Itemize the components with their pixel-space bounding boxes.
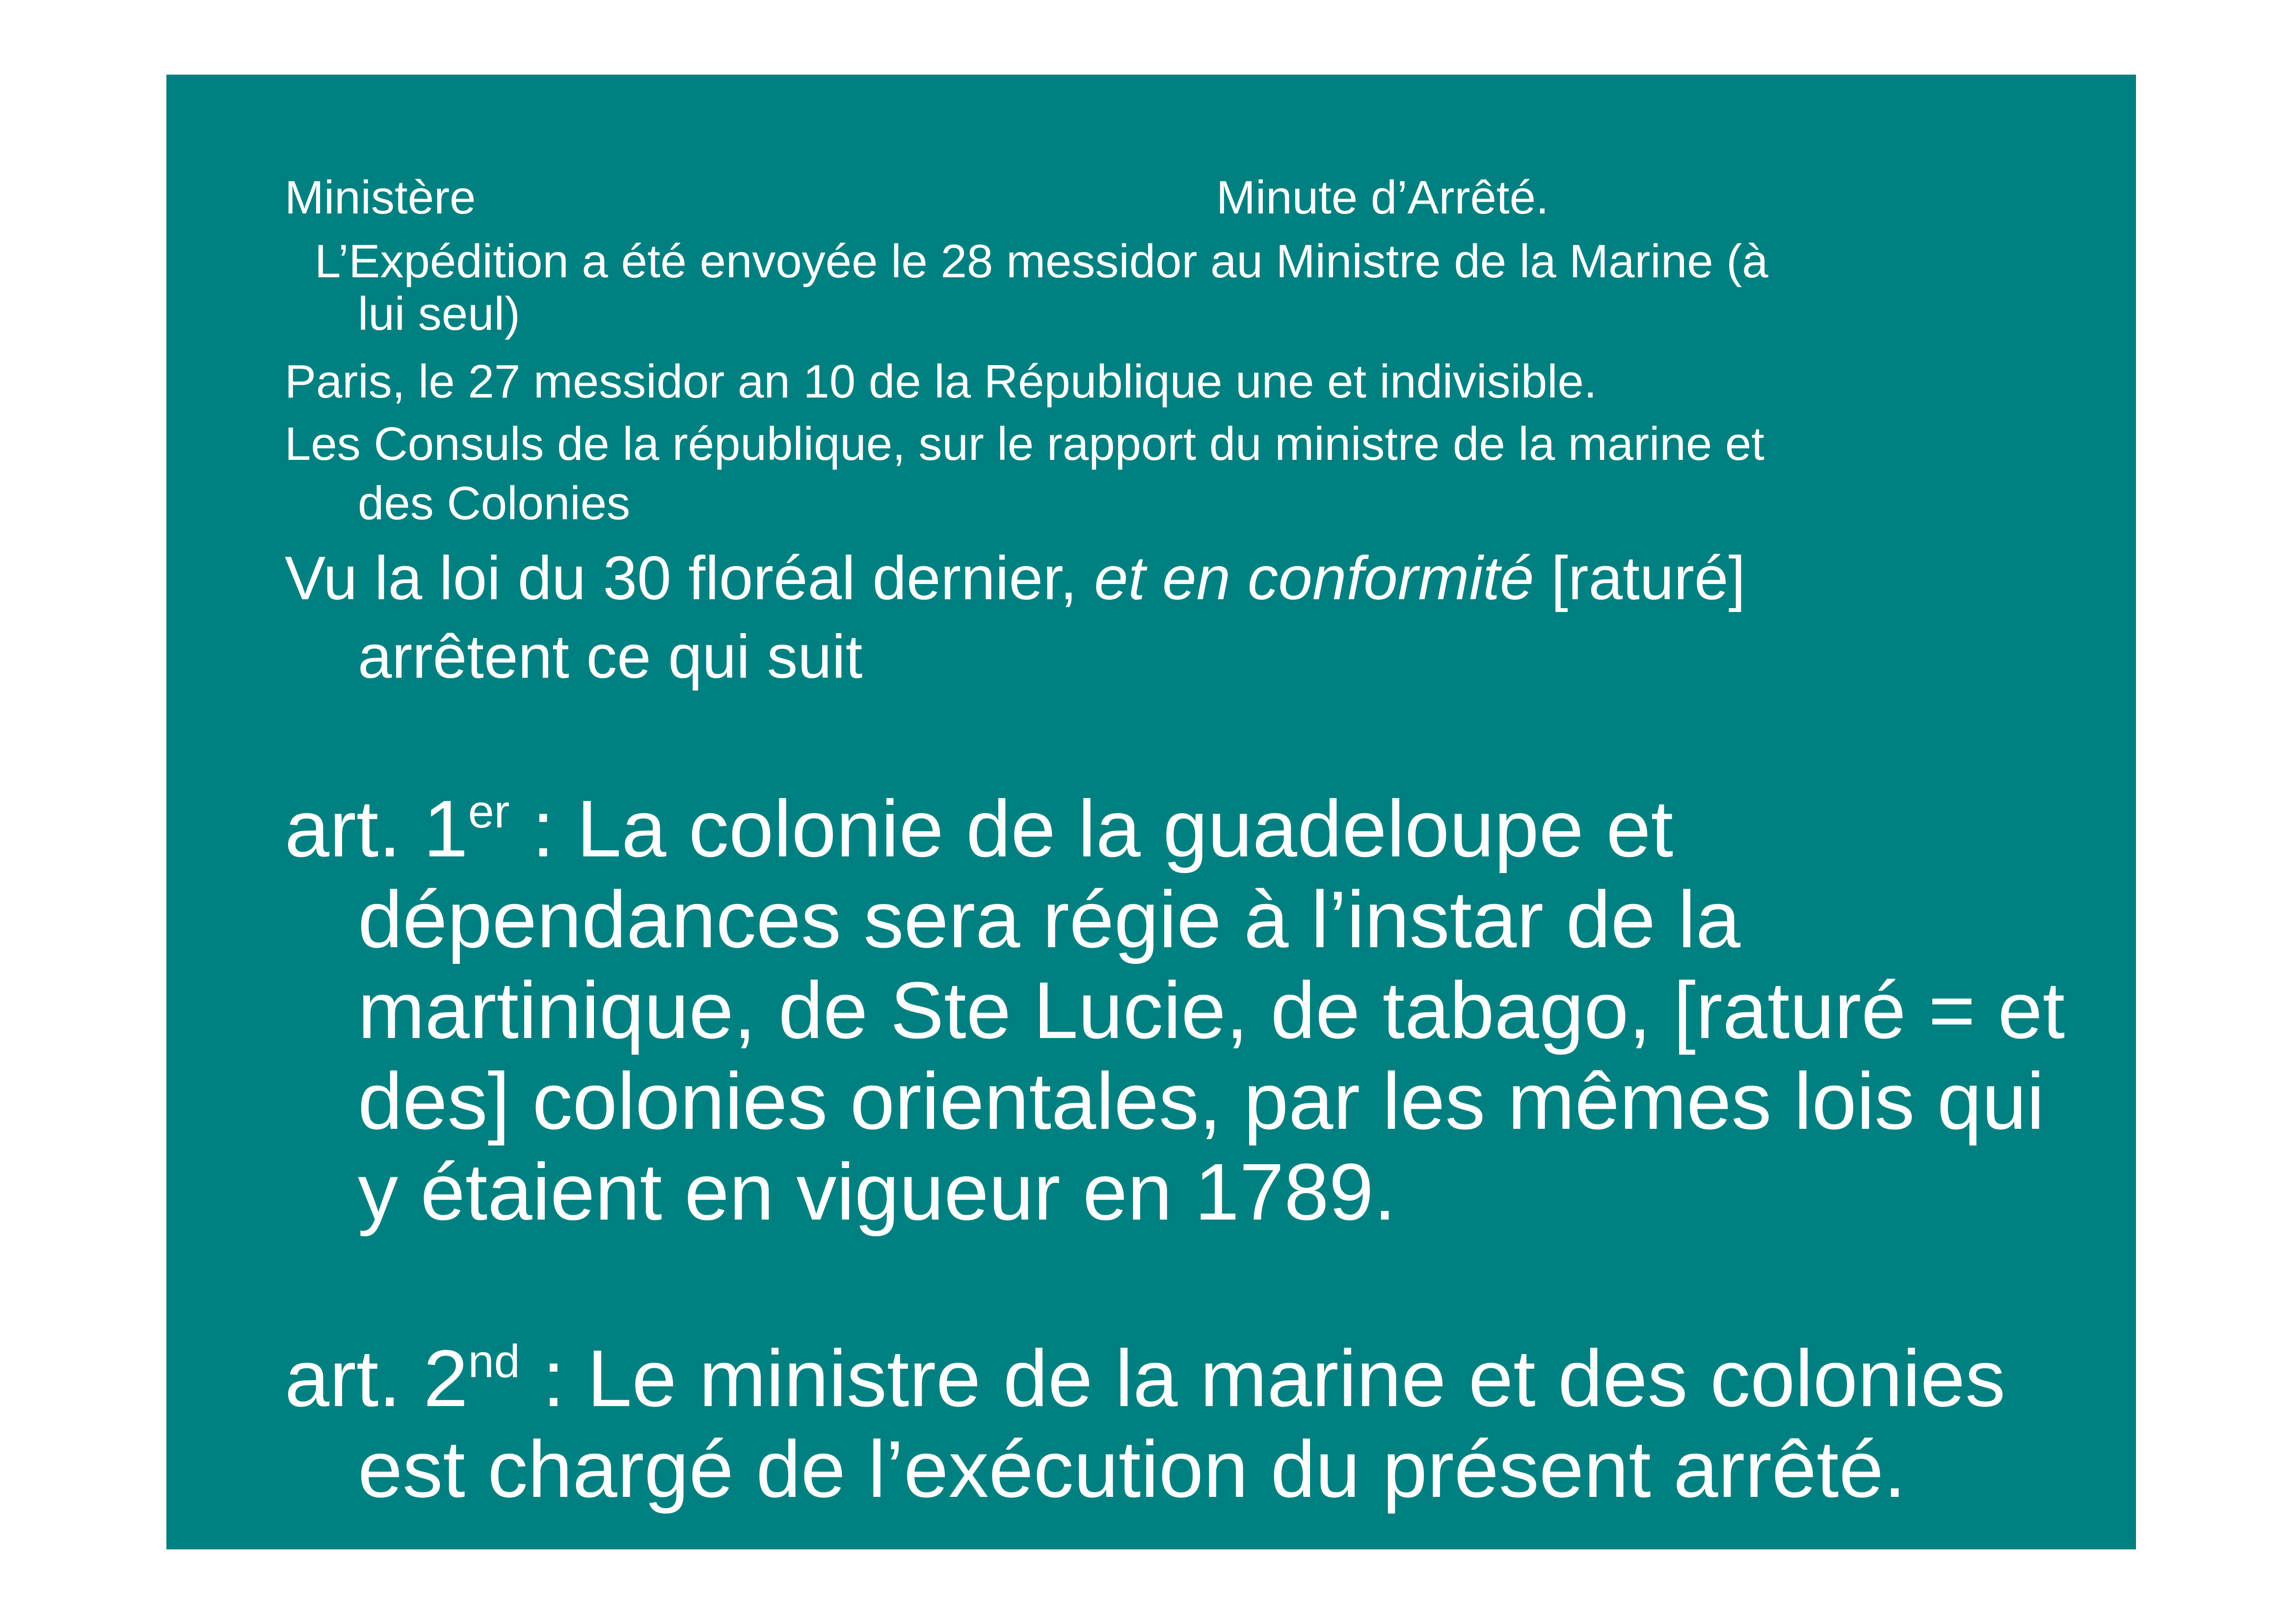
article-1-line-3: martinique, de Ste Lucie, de tabago, [raturé = et [358, 965, 2065, 1055]
article-2-line-1 [285, 1333, 2005, 1423]
vu-line-1 [285, 544, 1746, 612]
article-1-line-2: dépendances sera régie à l’instar de la [358, 875, 1741, 964]
article-2-line-2: est chargé de l’exécution du présent arrêté. [358, 1424, 1906, 1514]
minute-title: Minute d’Arrêté. [1216, 171, 1549, 224]
vu-suffix: [raturé] [1534, 544, 1746, 612]
struck-text: et en conformité [1094, 544, 1534, 612]
article-1-ordinal: er [468, 786, 510, 838]
vu-line-2: arrêtent ce qui suit [358, 623, 863, 691]
ministry-label: Ministère [285, 171, 476, 224]
expedition-note-line-2: lui seul) [358, 288, 520, 340]
expedition-note-line-1: L’Expédition a été envoyée le 28 messidor au Ministre de la Marine (à [315, 235, 1768, 288]
article-1-line-1 [285, 784, 1674, 874]
article-1-line-5: y étaient en vigueur en 1789. [358, 1147, 1396, 1237]
article-1-label: art. 1 [285, 784, 468, 874]
consuls-line-2: des Colonies [358, 477, 630, 530]
article-1-text: : La colonie de la guadeloupe et [509, 784, 1674, 874]
vu-prefix: Vu la loi du 30 floréal dernier, [285, 544, 1095, 612]
consuls-line-1: Les Consuls de la république, sur le rapport du ministre de la marine et [285, 418, 1764, 470]
document-slide [166, 75, 2136, 1549]
article-2-label: art. 2 [285, 1333, 468, 1423]
article-1-line-4: des] colonies orientales, par les mêmes lois qui [358, 1056, 2045, 1146]
date-line: Paris, le 27 messidor an 10 de la République une et indivisible. [285, 355, 1597, 408]
article-2-text: : Le ministre de la marine et des colonies [520, 1333, 2005, 1423]
article-2-ordinal: nd [468, 1335, 520, 1388]
